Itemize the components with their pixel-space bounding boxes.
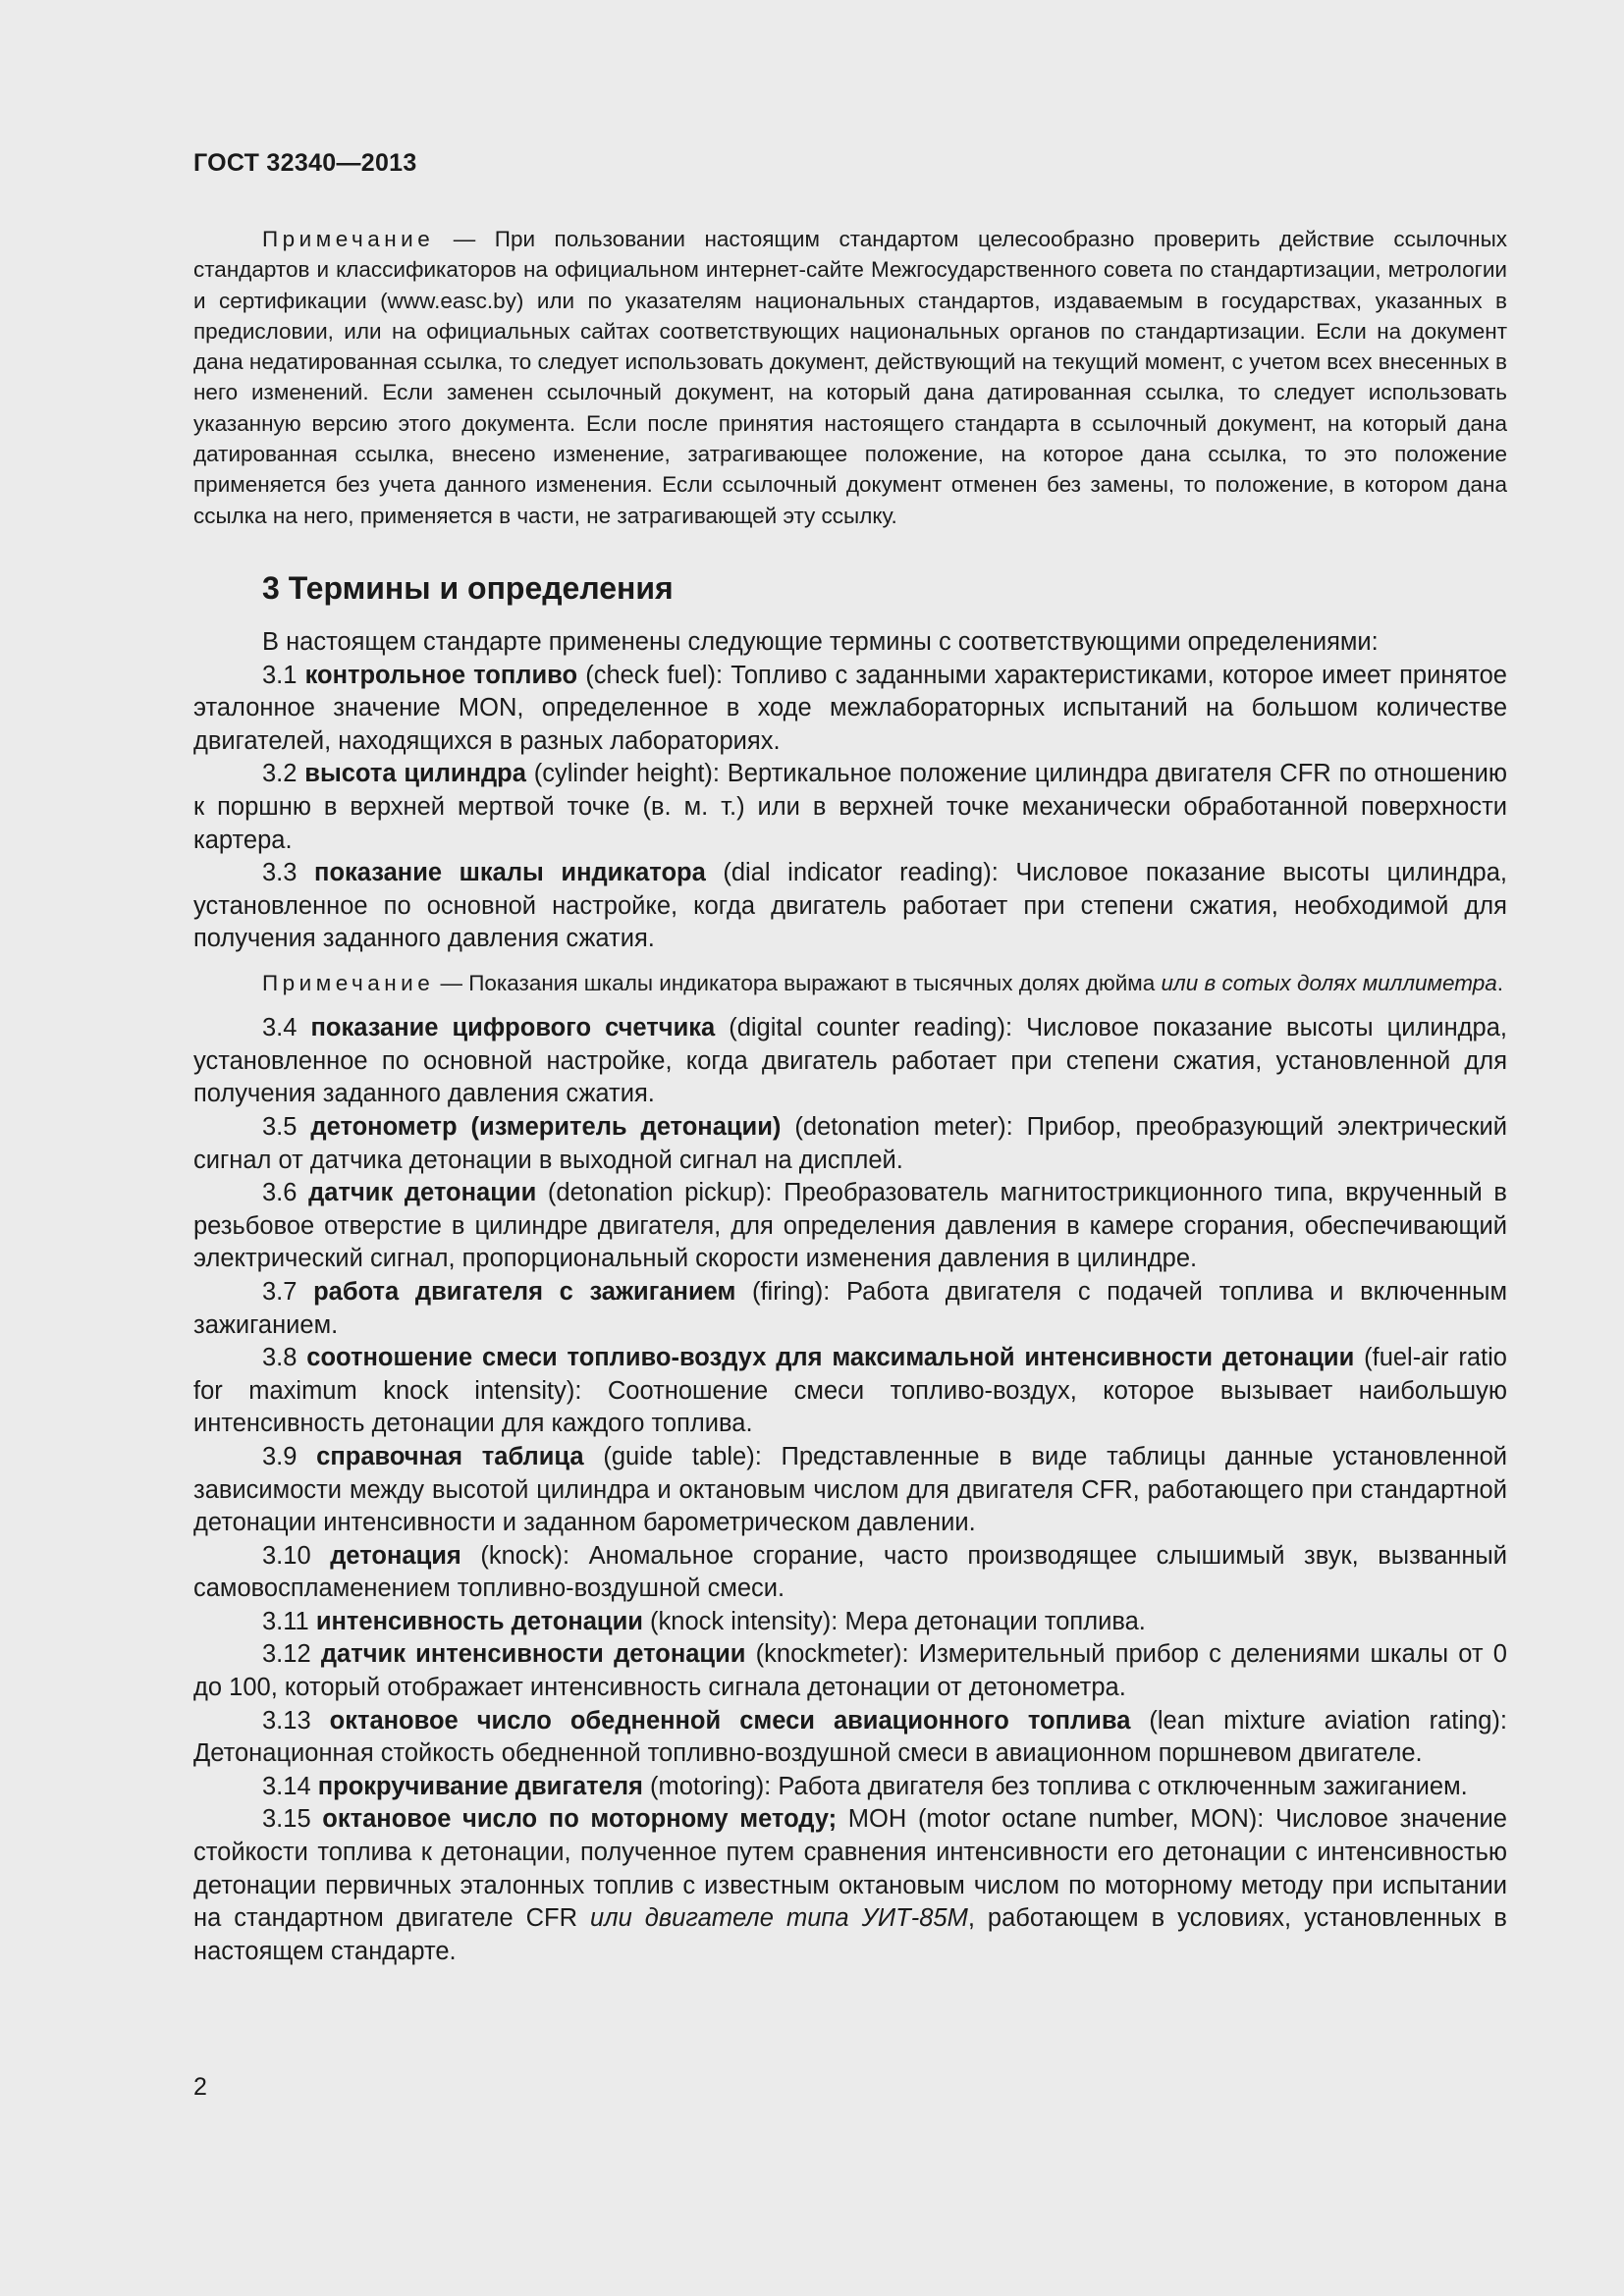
term-body: (digital counter reading): Числовое показание высоты цилиндра, установленное по основной настройке, когда двигатель работает при степени сжатия, установленной для получения заданного давления сжатия. bbox=[193, 1014, 1507, 1108]
term-name: интенсивность детонации bbox=[315, 1607, 643, 1635]
term-definition bbox=[193, 1342, 1507, 1441]
term-name: октановое число по моторному методу; bbox=[322, 1805, 838, 1834]
term-number: 3.1 bbox=[262, 661, 305, 689]
term-name: высота цилиндра bbox=[304, 760, 526, 788]
term-body: (detonation pickup): Преобразователь магнитострикционного типа, вкрученный в резьбовое отверстие в цилиндре двигателя, для определения давления в камере сгорания, обеспечивающий электрический сигнал, пропорциональный скорости изменения давления в цилиндре. bbox=[193, 1179, 1507, 1273]
note-label: Примечание bbox=[262, 970, 435, 995]
term-number: 3.8 bbox=[262, 1344, 307, 1372]
term-body: (knock): Аномальное сгорание, часто производящее слышимый звук, вызванный самовоспламенением топливно-воздушной смеси. bbox=[193, 1541, 1508, 1603]
term-name: справочная таблица bbox=[316, 1442, 584, 1470]
section-title: 3 Термины и определения bbox=[262, 569, 674, 606]
indicator-note bbox=[193, 968, 1507, 998]
term-name: показание шкалы индикатора bbox=[314, 859, 706, 887]
reference-note bbox=[193, 224, 1507, 531]
term-number: 3.11 bbox=[262, 1607, 316, 1635]
note-italic-text: или в сотых долях миллиметра bbox=[1161, 970, 1497, 995]
term-body: (cylinder height): Вертикальное положение цилиндра двигателя CFR по отношению к поршню в верхней мертвой точке (в. м. т.) или в верхней точке механически обработанной поверхности картера. bbox=[193, 760, 1507, 854]
term-definition bbox=[193, 660, 1507, 759]
term-number: 3.10 bbox=[262, 1541, 331, 1570]
term-number: 3.12 bbox=[262, 1640, 321, 1669]
term-number: 3.4 bbox=[262, 1014, 311, 1042]
note-dash: — bbox=[434, 970, 469, 995]
term-definition bbox=[193, 1803, 1507, 1968]
term-end: , работающем в условиях, установленных в настоящем стандарте. bbox=[193, 1904, 1507, 1965]
term-definition bbox=[193, 1177, 1507, 1276]
term-name: датчик интенсивности детонации bbox=[320, 1640, 746, 1669]
term-name: работа двигателя с зажиганием bbox=[313, 1277, 736, 1306]
term-number: 3.5 bbox=[262, 1112, 311, 1141]
term-definition bbox=[193, 1638, 1507, 1704]
term-body: (lean mixture aviation rating): Детонационная стойкость обедненной топливно-воздушной смеси в авиационном поршневом двигателе. bbox=[193, 1706, 1507, 1768]
note-text: Показания шкалы индикатора выражают в тысячных долях дюйма bbox=[468, 970, 1162, 995]
note-text: При пользовании настоящим стандартом целесообразно проверить действие ссылочных стандартов и классификаторов на официальном интернет-сайте Межгосударственного совета по стандартизации, метрологии и сертификации (www.easc.by) или по указателям национальных стандартов, издаваемым в государствах, указанных в предисловии, или на официальных сайтах соответствующих национальных органов по стандартизации. Если на документ дана недатированная ссылка, то следует использовать документ, действующий на текущий момент, с учетом всех внесенных в него изменений. Если заменен ссылочный документ, на который дана датированная ссылка, то следует использовать указанную версию этого документа. Если после принятия настоящего стандарта в ссылочный документ, на который дана датированная ссылка, внесено изменение, затрагивающее положение, на которое дана ссылка, то это положение применяется без учета данного изменения. Если ссылочный документ отменен без замены, то положение, в котором дана ссылка на него, применяется в части, не затрагивающей эту ссылку. bbox=[193, 227, 1507, 528]
term-definition bbox=[193, 1771, 1507, 1804]
term-body: (check fuel): Топливо с заданными характеристиками, которое имеет принятое эталонное значение MON, определенное в ходе межлабораторных испытаний на большом количестве двигателей, находящихся в разных лабораториях. bbox=[193, 661, 1507, 755]
term-body: (dial indicator reading): Числовое показание высоты цилиндра, установленное по основной настройке, когда двигатель работает при степени сжатия, необходимой для получения заданного давления сжатия. bbox=[193, 859, 1507, 953]
term-definition bbox=[193, 1111, 1507, 1177]
term-name: показание цифрового счетчика bbox=[310, 1014, 716, 1042]
term-body: (knockmeter): Измерительный прибор с делениями шкалы от 0 до 100, который отображает интенсивность сигнала детонации от детонометра. bbox=[193, 1640, 1507, 1702]
term-number: 3.9 bbox=[262, 1442, 317, 1470]
term-definition bbox=[193, 1705, 1507, 1771]
term-name: детонометр (измеритель детонации) bbox=[310, 1112, 782, 1141]
term-number: 3.15 bbox=[262, 1805, 323, 1834]
term-body: (motoring): Работа двигателя без топлива с отключенным зажиганием. bbox=[642, 1772, 1468, 1800]
term-definition bbox=[193, 1441, 1507, 1540]
term-body: (fuel-air ratio for maximum knock intensity): Соотношение смеси топливо-воздух, которое вызывает наибольшую интенсивность детонации для каждого топлива. bbox=[193, 1344, 1507, 1438]
note-end: . bbox=[1496, 970, 1503, 995]
term-body: (detonation meter): Прибор, преобразующий электрический сигнал от датчика детонации в выходной сигнал на дисплей. bbox=[193, 1112, 1508, 1174]
term-body: (guide table): Представленные в виде таблицы данные установленной зависимости между высотой цилиндра и октановым числом для двигателя CFR, работающего при стандартной детонации интенсивности и заданном барометрическом давлении. bbox=[193, 1442, 1507, 1537]
term-name: октановое число обедненной смеси авиационного топлива bbox=[329, 1706, 1131, 1735]
page-number: 2 bbox=[193, 2073, 207, 2101]
section-intro: В настоящем стандарте применены следующие термины с соответствующими определениями: bbox=[262, 627, 1379, 656]
term-name: детонация bbox=[330, 1541, 461, 1570]
term-definition bbox=[193, 1012, 1507, 1111]
terms-list-a bbox=[193, 660, 1507, 956]
term-number: 3.6 bbox=[262, 1179, 309, 1207]
terms-list-b bbox=[193, 1012, 1507, 1803]
term-number: 3.13 bbox=[262, 1706, 330, 1735]
term-number: 3.14 bbox=[262, 1772, 318, 1800]
term-italic-text: или двигателе типа УИТ-85М bbox=[590, 1904, 968, 1933]
term-body: (firing): Работа двигателя с подачей топлива и включенным зажиганием. bbox=[193, 1277, 1507, 1339]
note-dash: — bbox=[434, 227, 495, 251]
term-definition bbox=[193, 1540, 1507, 1606]
term-number: 3.3 bbox=[262, 859, 315, 887]
term-body: (knock intensity): Мера детонации топлива. bbox=[642, 1607, 1146, 1635]
term-name: прокручивание двигателя bbox=[317, 1772, 643, 1800]
term-definition bbox=[193, 1606, 1507, 1639]
document-header: ГОСТ 32340—2013 bbox=[193, 149, 417, 177]
term-name: датчик детонации bbox=[308, 1179, 537, 1207]
term-definition bbox=[193, 857, 1507, 956]
term-number: 3.2 bbox=[262, 760, 305, 788]
term-name: контрольное топливо bbox=[304, 661, 578, 689]
term-body: МОН (motor octane number, MON): Числовое значение стойкости топлива к детонации, полученное путем сравнения интенсивности его детонации с интенсивностью детонации первичных эталонных топлив с известным октановым числом по моторному методу при испытании на стандартном двигателе CFR bbox=[193, 1805, 1507, 1933]
term-number: 3.7 bbox=[262, 1277, 314, 1306]
page-content bbox=[193, 224, 1507, 1968]
term-definition bbox=[193, 758, 1507, 857]
note-label: Примечание bbox=[262, 227, 435, 251]
term-definition bbox=[193, 1276, 1507, 1342]
term-name: соотношение смеси топливо-воздух для максимальной интенсивности детонации bbox=[306, 1344, 1355, 1372]
